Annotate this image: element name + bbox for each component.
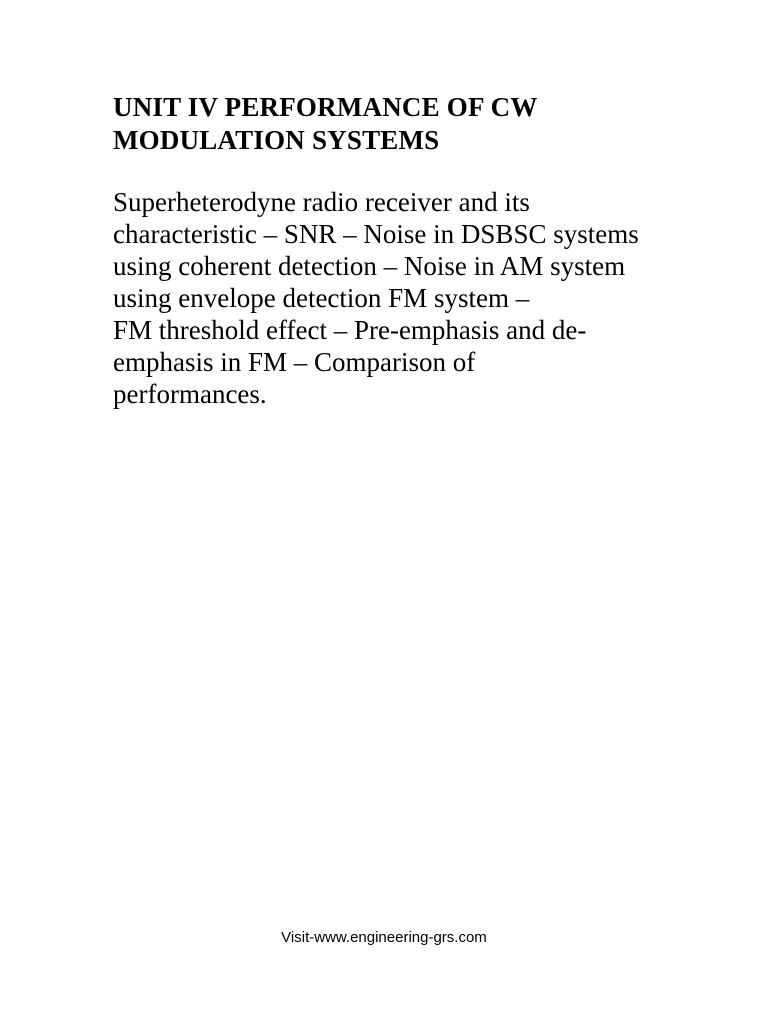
syllabus-paragraph bbox=[113, 186, 673, 410]
syllabus-line: characteristic – SNR – Noise in DSBSC systems bbox=[113, 219, 639, 249]
syllabus-line: using envelope detection FM system – bbox=[113, 283, 530, 313]
syllabus-line: emphasis in FM – Comparison of bbox=[113, 347, 476, 377]
syllabus-line: FM threshold effect – Pre-emphasis and de- bbox=[113, 315, 587, 345]
syllabus-line: using coherent detection – Noise in AM system bbox=[113, 251, 626, 281]
footer-website-note: Visit-www.engineering-grs.com bbox=[281, 929, 487, 946]
syllabus-line: Superheterodyne radio receiver and its bbox=[113, 187, 530, 217]
unit-heading-line-2: MODULATION SYSTEMS bbox=[113, 125, 440, 155]
unit-heading bbox=[113, 91, 673, 157]
syllabus-line: performances. bbox=[113, 379, 267, 409]
unit-heading-line-1: UNIT IV PERFORMANCE OF CW bbox=[113, 92, 538, 122]
